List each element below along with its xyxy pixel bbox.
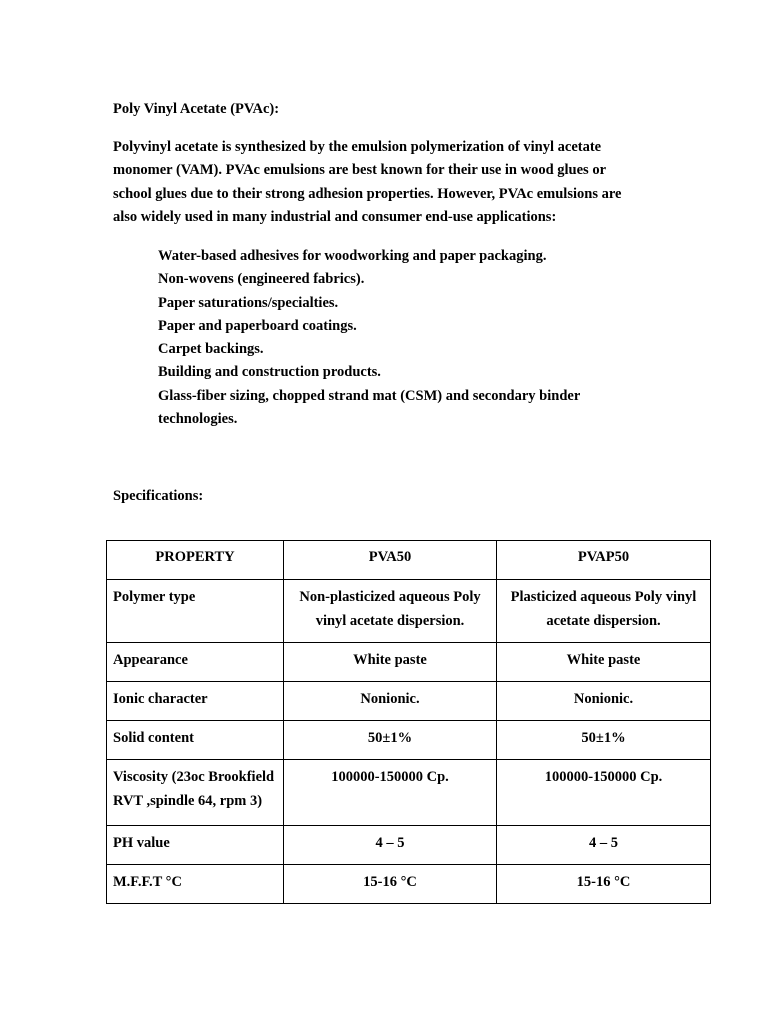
pva50-cell: White paste bbox=[284, 643, 497, 682]
pvap50-cell bbox=[497, 580, 711, 643]
intro-line: also widely used in many industrial and consumer end-use applications: bbox=[113, 208, 557, 225]
application-item: Building and construction products. bbox=[158, 364, 381, 381]
pva50-cell: 100000-150000 Cp. bbox=[284, 760, 497, 826]
table-row bbox=[107, 643, 711, 682]
pva50-cell: 15-16 °C bbox=[284, 865, 497, 904]
table-row bbox=[107, 826, 711, 865]
intro-line: Polyvinyl acetate is synthesized by the emulsion polymerization of vinyl acetate bbox=[113, 139, 602, 155]
property-cell bbox=[107, 760, 284, 826]
intro-line: school glues due to their strong adhesion properties. However, PVAc emulsions are bbox=[113, 185, 622, 202]
pvap50-cell-line: acetate dispersion. bbox=[546, 613, 661, 629]
property-cell: Polymer type bbox=[107, 580, 284, 643]
intro-line: monomer (VAM). PVAc emulsions are best known for their use in wood glues or bbox=[113, 162, 607, 179]
header-pva50: PVA50 bbox=[284, 541, 497, 580]
document-title: Poly Vinyl Acetate (PVAc): bbox=[113, 101, 280, 117]
table-row bbox=[107, 760, 711, 826]
application-item-continued: technologies. bbox=[158, 411, 238, 428]
application-item: Paper saturations/specialties. bbox=[158, 294, 339, 311]
header-property: PROPERTY bbox=[107, 541, 284, 580]
table-row bbox=[107, 580, 711, 643]
pvap50-cell: 4 – 5 bbox=[497, 826, 711, 865]
property-cell: M.F.F.T °C bbox=[107, 865, 284, 904]
property-cell: Ionic character bbox=[107, 682, 284, 721]
application-item: Carpet backings. bbox=[158, 341, 264, 358]
table-header-row bbox=[107, 541, 711, 580]
property-cell-line: RVT ,spindle 64, rpm 3) bbox=[113, 793, 263, 809]
specifications-heading: Specifications: bbox=[113, 488, 204, 504]
pva50-cell: 50±1% bbox=[284, 721, 497, 760]
pvap50-cell: Nonionic. bbox=[497, 682, 711, 721]
pva50-cell-line: Non-plasticized aqueous Poly bbox=[299, 589, 481, 605]
property-cell: Solid content bbox=[107, 721, 284, 760]
application-item: Water-based adhesives for woodworking and paper packaging. bbox=[158, 248, 547, 264]
pvap50-cell-line: Plasticized aqueous Poly vinyl bbox=[510, 589, 697, 605]
property-cell: PH value bbox=[107, 826, 284, 865]
pvap50-cell: 15-16 °C bbox=[497, 865, 711, 904]
pva50-cell-line: vinyl acetate dispersion. bbox=[315, 613, 465, 629]
application-item: Glass-fiber sizing, chopped strand mat (CSM) and secondary binder bbox=[158, 387, 581, 404]
applications-list bbox=[158, 246, 678, 432]
pvap50-cell: 100000-150000 Cp. bbox=[497, 760, 711, 826]
table-row bbox=[107, 721, 711, 760]
table-row bbox=[107, 865, 711, 904]
property-cell: Appearance bbox=[107, 643, 284, 682]
application-item: Paper and paperboard coatings. bbox=[158, 317, 357, 334]
pva50-cell bbox=[284, 580, 497, 643]
property-cell-line: Viscosity (23oc Brookfield bbox=[113, 769, 275, 785]
header-pvap50: PVAP50 bbox=[497, 541, 711, 580]
pva50-cell: Nonionic. bbox=[284, 682, 497, 721]
application-item: Non-wovens (engineered fabrics). bbox=[158, 271, 365, 288]
pvap50-cell: 50±1% bbox=[497, 721, 711, 760]
pva50-cell: 4 – 5 bbox=[284, 826, 497, 865]
table-row bbox=[107, 682, 711, 721]
intro-paragraph bbox=[113, 137, 673, 230]
pvap50-cell: White paste bbox=[497, 643, 711, 682]
specifications-table bbox=[106, 540, 711, 904]
